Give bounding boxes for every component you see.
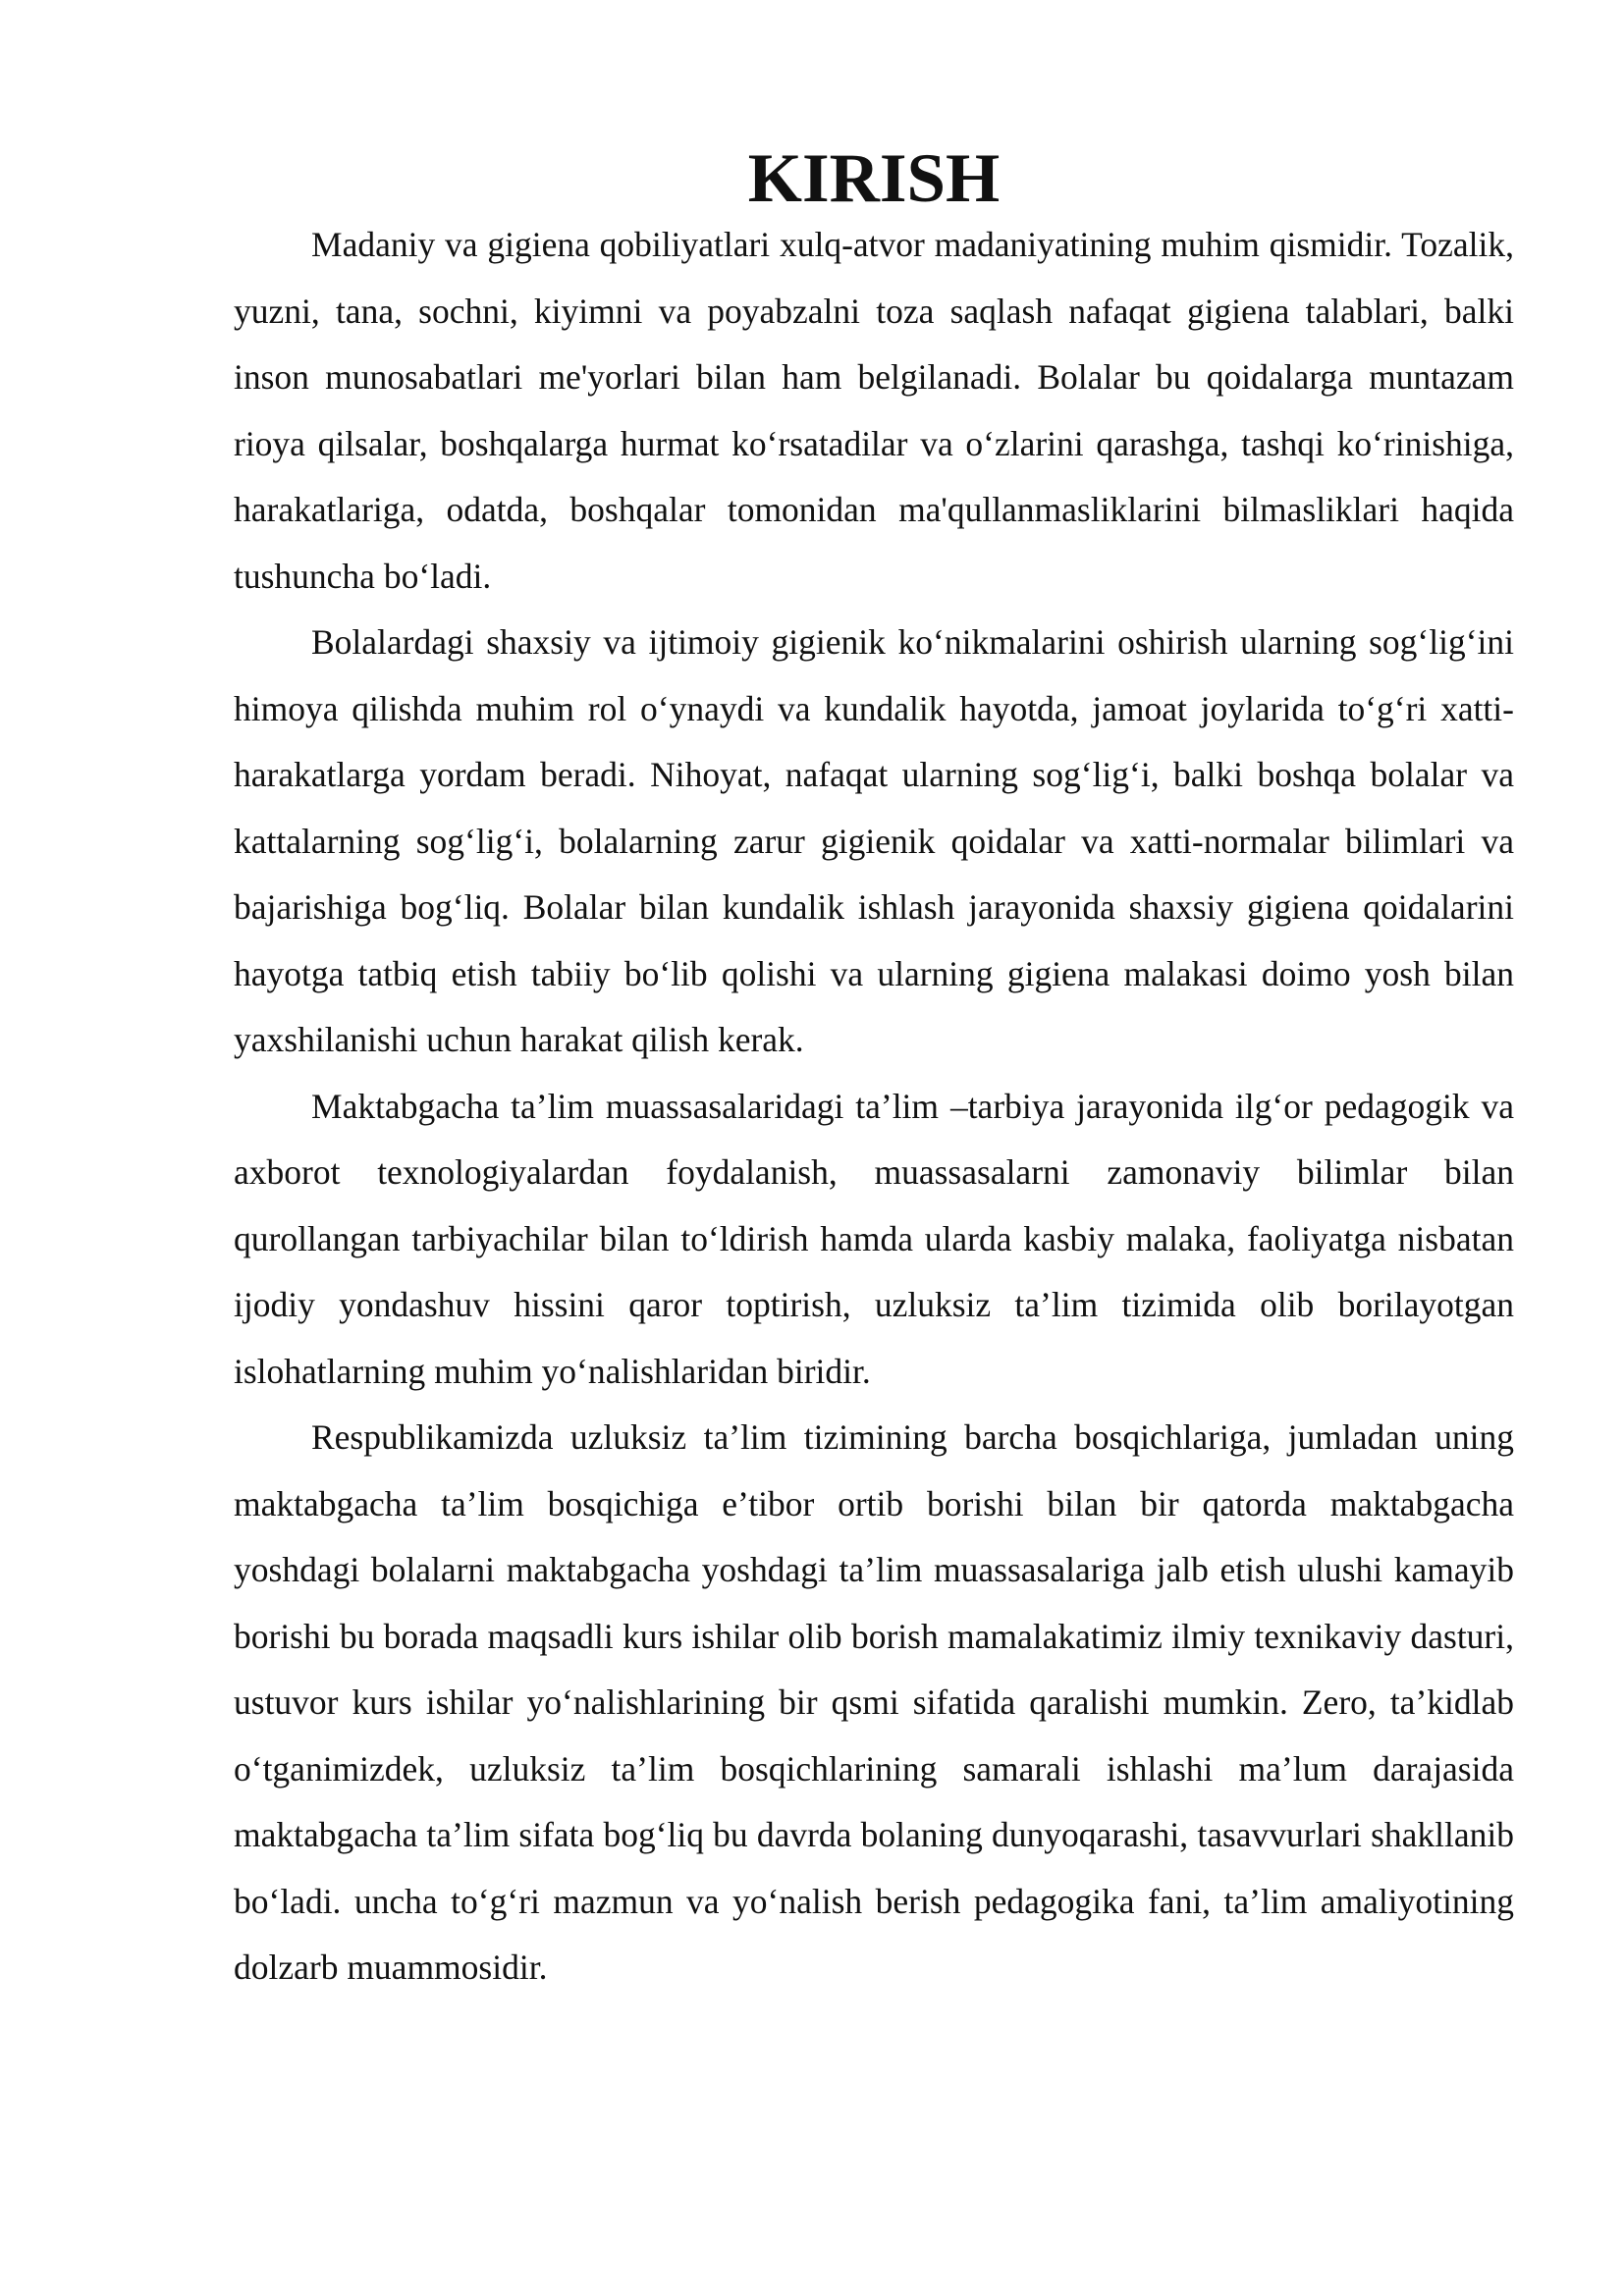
paragraph-3: Maktabgacha ta’lim muassasalaridagi ta’lim –tarbiya jarayonida ilg‘or pedagogik va axborot texnologiyalardan foydalanish, muassasalarni zamonaviy bilimlar bilan qurollangan tarbiyachilar bilan to‘ldirish hamda ularda kasbiy malaka, faoliyatga nisbatan ijodiy yondashuv hissini qaror toptirish, uzluksiz ta’lim tizimida olib borilayotgan islohatlarning muhim yo‘nalishlaridan biridir. <box>234 1086 1514 1391</box>
paragraph-1: Madaniy va gigiena qobiliyatlari xulq-atvor madaniyatining muhim qismidir. Tozalik, yuzni, tana, sochni, kiyimni va poyabzalni toza saqlash nafaqat gigiena talablari, balki inson munosabatlari me'yorlari bilan ham belgilanadi. Bolalar bu qoidalarga muntazam rioya qilsalar, boshqalarga hurmat ko‘rsatadilar va o‘zlarini qarashga, tashqi ko‘rinishiga, harakatlariga, odatda, boshqalar tomonidan ma'qullanmasliklarini bilmasliklari haqida tushuncha bo‘ladi. <box>234 225 1514 596</box>
document-body <box>234 140 1514 2002</box>
paragraph-4: Respublikamizda uzluksiz ta’lim tizimining barcha bosqichlariga, jumladan uning maktabgacha ta’lim bosqichiga e’tibor ortib borishi bilan bir qatorda maktabgacha yoshdagi bolalarni maktabgacha yoshdagi ta’lim muassasalariga jalb etish ulushi kamayib borishi bu borada maqsadli kurs ishilar olib borish mamalakatimiz ilmiy texnikaviy dasturi, ustuvor kurs ishilar yo‘nalishlarining bir qsmi sifatida qaralishi mumkin. Zero, ta’kidlab o‘tganimizdek, uzluksiz ta’lim bosqichlarining samarali ishlashi ma’lum darajasida maktabgacha ta’lim sifata bog‘liq bu davrda bolaning dunyoqarashi, tasavvurlari shakllanib bo‘ladi. uncha to‘g‘ri mazmun va yo‘nalish berish pedagogika fani, ta’lim amaliyotining dolzarb muammosidir. <box>234 1417 1514 1987</box>
paragraph-2: Bolalardagi shaxsiy va ijtimoiy gigienik ko‘nikmalarini oshirish ularning sog‘lig‘ini himoya qilishda muhim rol o‘ynaydi va kundalik hayotda, jamoat joylarida to‘g‘ri xatti-harakatlarga yordam beradi. Nihoyat, nafaqat ularning sog‘lig‘i, balki boshqa bolalar va kattalarning sog‘lig‘i, bolalarning zarur gigienik qoidalar va xatti-normalar bilimlari va bajarishiga bog‘liq. Bolalar bilan kundalik ishlash jarayonida shaxsiy gigiena qoidalarini hayotga tatbiq etish tabiiy bo‘lib qolishi va ularning gigiena malakasi doimo yosh bilan yaxshilanishi uchun harakat qilish kerak. <box>234 622 1514 1059</box>
page-title: KIRISH <box>747 140 1001 217</box>
